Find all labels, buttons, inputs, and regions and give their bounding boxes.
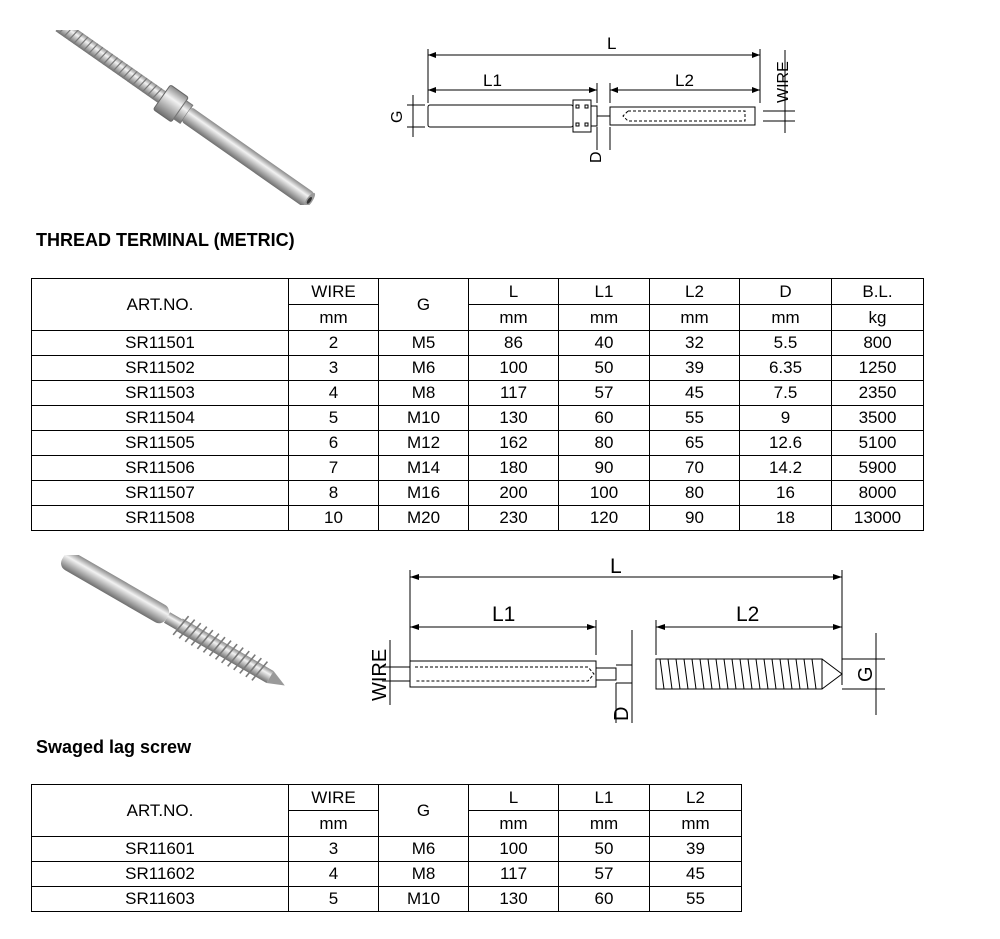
cell-artno: SR11506 [32,456,289,481]
cell-wire: 6 [289,431,379,456]
cell-artno: SR11601 [32,837,289,862]
cell-d: 6.35 [740,356,832,381]
cell-bl: 2350 [832,381,924,406]
unit-l1: mm [559,811,650,837]
unit-l: mm [469,305,559,331]
lag-screw-drawing [360,555,900,730]
unit-bl: kg [832,305,924,331]
col-header-l: L [469,279,559,305]
cell-g: M8 [379,381,469,406]
drawing1-label-L: L [607,35,617,53]
cell-l1: 50 [559,356,650,381]
col-header-g: G [379,785,469,837]
cell-l1: 80 [559,431,650,456]
cell-bl: 13000 [832,506,924,531]
cell-l: 86 [469,331,559,356]
section-title-lag-screw: Swaged lag screw [36,737,192,757]
cell-d: 12.6 [740,431,832,456]
cell-l: 130 [469,406,559,431]
cell-artno: SR11603 [32,887,289,912]
table-row [32,837,742,862]
cell-d: 9 [740,406,832,431]
cell-g: M16 [379,481,469,506]
table-row [32,356,924,381]
cell-l1: 50 [559,837,650,862]
cell-d: 7.5 [740,381,832,406]
cell-l: 180 [469,456,559,481]
cell-l2: 39 [650,356,740,381]
cell-l: 100 [469,837,559,862]
cell-bl: 3500 [832,406,924,431]
col-header-l: L [469,785,559,811]
drawing2-label-L: L [610,555,622,578]
cell-d: 5.5 [740,331,832,356]
cell-l1: 120 [559,506,650,531]
cell-artno: SR11504 [32,406,289,431]
drawing1-label-L1: L1 [483,71,502,90]
drawing1-label-D: D [588,151,605,163]
cell-artno: SR11505 [32,431,289,456]
cell-g: M8 [379,862,469,887]
cell-artno: SR11507 [32,481,289,506]
cell-l1: 100 [559,481,650,506]
cell-bl: 8000 [832,481,924,506]
drawing1-label-WIRE: WIRE [775,61,792,103]
cell-g: M12 [379,431,469,456]
col-header-wire: WIRE [289,785,379,811]
cell-g: M6 [379,837,469,862]
cell-l2: 80 [650,481,740,506]
section-title-thread-terminal: THREAD TERMINAL (METRIC) [36,230,295,250]
col-header-l2: L2 [650,785,742,811]
cell-wire: 8 [289,481,379,506]
table-row [32,481,924,506]
cell-wire: 4 [289,381,379,406]
cell-wire: 7 [289,456,379,481]
col-header-d: D [740,279,832,305]
cell-l: 230 [469,506,559,531]
unit-wire: mm [289,811,379,837]
cell-wire: 3 [289,356,379,381]
cell-l2: 65 [650,431,740,456]
drawing2-label-WIRE: WIRE [369,648,391,701]
cell-g: M6 [379,356,469,381]
table-row [32,506,924,531]
cell-l1: 57 [559,381,650,406]
table-row [32,381,924,406]
cell-l1: 90 [559,456,650,481]
cell-l: 100 [469,356,559,381]
cell-l1: 60 [559,887,650,912]
cell-artno: SR11502 [32,356,289,381]
cell-wire: 10 [289,506,379,531]
cell-artno: SR11508 [32,506,289,531]
col-header-artno: ART.NO. [32,785,289,837]
lag-screw-table [31,784,742,912]
thread-terminal-drawing [385,35,805,170]
cell-g: M14 [379,456,469,481]
cell-d: 18 [740,506,832,531]
cell-l1: 40 [559,331,650,356]
thread-terminal-table [31,278,924,531]
cell-g: M5 [379,331,469,356]
cell-l: 130 [469,887,559,912]
cell-wire: 3 [289,837,379,862]
unit-l1: mm [559,305,650,331]
cell-wire: 5 [289,887,379,912]
unit-d: mm [740,305,832,331]
col-header-wire: WIRE [289,279,379,305]
cell-bl: 5900 [832,456,924,481]
table-header-row [32,279,924,305]
cell-l2: 55 [650,406,740,431]
cell-wire: 5 [289,406,379,431]
table-row [32,862,742,887]
cell-l2: 45 [650,381,740,406]
col-header-l2: L2 [650,279,740,305]
cell-l2: 32 [650,331,740,356]
lag-screw-photo [45,555,315,695]
cell-l2: 39 [650,837,742,862]
cell-l1: 57 [559,862,650,887]
drawing2-label-G: G [855,666,877,682]
cell-wire: 4 [289,862,379,887]
table-row [32,431,924,456]
cell-g: M10 [379,887,469,912]
cell-bl: 5100 [832,431,924,456]
cell-bl: 1250 [832,356,924,381]
drawing2-label-L2: L2 [736,603,760,626]
table-row [32,887,742,912]
cell-l: 117 [469,381,559,406]
col-header-bl: B.L. [832,279,924,305]
col-header-l1: L1 [559,279,650,305]
table-row [32,331,924,356]
cell-bl: 800 [832,331,924,356]
col-header-artno: ART.NO. [32,279,289,331]
table-header-row [32,785,742,811]
cell-g: M10 [379,406,469,431]
unit-l2: mm [650,305,740,331]
cell-artno: SR11503 [32,381,289,406]
cell-artno: SR11602 [32,862,289,887]
cell-l: 162 [469,431,559,456]
cell-l: 117 [469,862,559,887]
unit-wire: mm [289,305,379,331]
cell-d: 14.2 [740,456,832,481]
drawing2-label-L1: L1 [492,603,516,626]
cell-g: M20 [379,506,469,531]
cell-d: 16 [740,481,832,506]
cell-l1: 60 [559,406,650,431]
drawing1-label-L2: L2 [675,71,694,90]
cell-l2: 55 [650,887,742,912]
unit-l: mm [469,811,559,837]
col-header-g: G [379,279,469,331]
unit-l2: mm [650,811,742,837]
cell-l2: 45 [650,862,742,887]
cell-artno: SR11501 [32,331,289,356]
table-row [32,406,924,431]
cell-l: 200 [469,481,559,506]
cell-wire: 2 [289,331,379,356]
cell-l2: 90 [650,506,740,531]
col-header-l1: L1 [559,785,650,811]
cell-l2: 70 [650,456,740,481]
drawing1-label-G: G [389,110,406,123]
thread-terminal-photo [30,30,350,205]
drawing2-label-D: D [611,706,633,721]
table-row [32,456,924,481]
